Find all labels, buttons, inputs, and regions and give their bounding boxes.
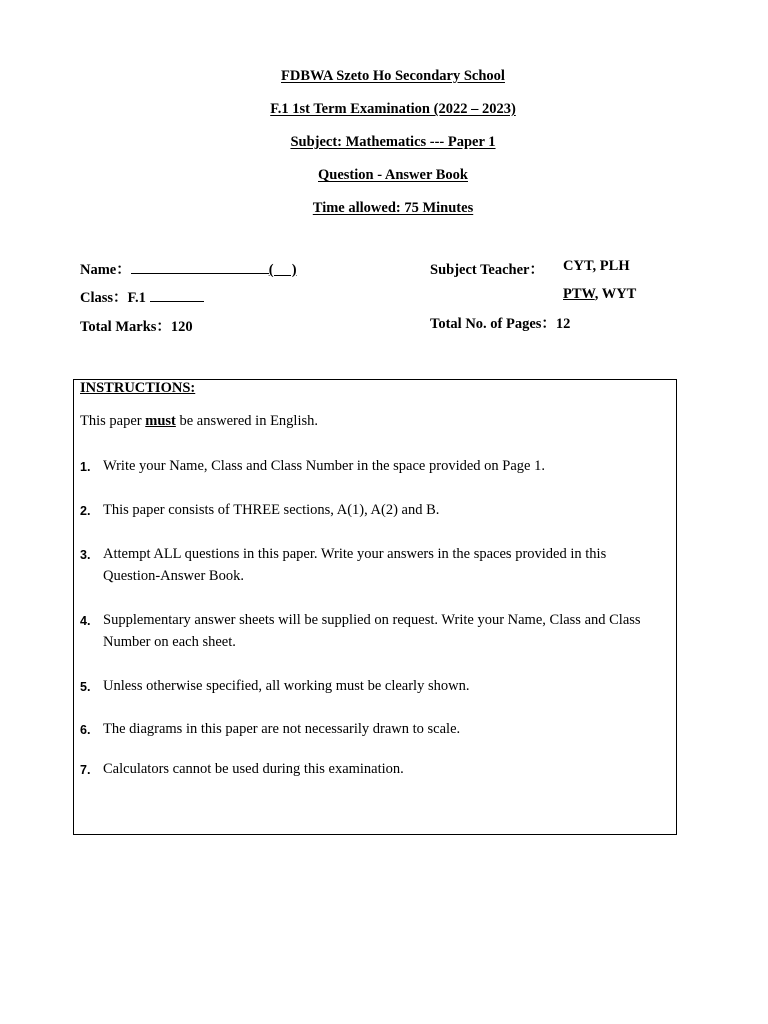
name-label: Name： <box>80 262 131 278</box>
name-field[interactable] <box>80 258 297 279</box>
class-label: Class：F.1 <box>80 290 146 306</box>
subject-teacher-label: Subject Teacher： <box>430 262 544 278</box>
teacher-wyt: , WYT <box>594 286 637 302</box>
class-number-paren[interactable]: ( ) <box>268 262 297 278</box>
name-blank[interactable] <box>131 259 269 274</box>
total-marks: Total Marks：120 <box>80 319 193 335</box>
instruction-item <box>80 455 650 477</box>
instruction-item <box>80 675 650 697</box>
instruction-item <box>80 718 650 740</box>
exam-title: F.1 1st Term Examination (2022 – 2023) <box>270 101 516 117</box>
instruction-number: 3. <box>80 548 91 562</box>
book-title: Question - Answer Book <box>318 167 468 183</box>
instruction-item <box>80 758 650 780</box>
time-allowed: Time allowed: 75 Minutes <box>312 200 474 216</box>
instructions-title: INSTRUCTIONS: <box>80 380 196 396</box>
instruction-text: This paper consists of THREE sections, A(1), A(2) and B. <box>103 502 440 518</box>
teacher-ptw: PTW <box>563 286 595 302</box>
intro-must: must <box>145 413 176 429</box>
instructions-box <box>73 379 677 835</box>
instruction-item <box>80 543 650 587</box>
instruction-number: 6. <box>80 723 91 737</box>
intro-before: This paper <box>80 413 146 429</box>
instruction-number: 7. <box>80 763 91 777</box>
instruction-text: Supplementary answer sheets will be supplied on request. Write your Name, Class and Class Number on each sheet. <box>103 612 641 650</box>
instruction-text: Unless otherwise specified, all working must be clearly shown. <box>103 678 470 694</box>
subject-teacher-line1: CYT, PLH <box>563 258 630 274</box>
instruction-text: The diagrams in this paper are not necessarily drawn to scale. <box>103 721 461 737</box>
subject-title: Subject: Mathematics --- Paper 1 <box>290 134 496 150</box>
instruction-item <box>80 499 650 521</box>
instruction-text: Calculators cannot be used during this examination. <box>103 761 404 777</box>
instruction-text: Write your Name, Class and Class Number in the space provided on Page 1. <box>103 458 545 474</box>
instruction-number: 1. <box>80 460 91 474</box>
intro-after: be answered in English. <box>175 413 319 429</box>
instruction-number: 4. <box>80 614 91 628</box>
class-blank[interactable] <box>150 287 204 302</box>
total-pages: Total No. of Pages：12 <box>430 316 571 332</box>
instruction-number: 2. <box>80 504 91 518</box>
school-name: FDBWA Szeto Ho Secondary School <box>281 68 505 84</box>
class-field[interactable] <box>80 286 204 307</box>
instruction-number: 5. <box>80 680 91 694</box>
subject-teacher-line2 <box>563 286 636 303</box>
instruction-text: Attempt ALL questions in this paper. Write your answers in the spaces provided in this Question-Answer Book. <box>103 546 607 584</box>
instructions-intro <box>80 413 318 430</box>
instruction-item <box>80 609 650 653</box>
